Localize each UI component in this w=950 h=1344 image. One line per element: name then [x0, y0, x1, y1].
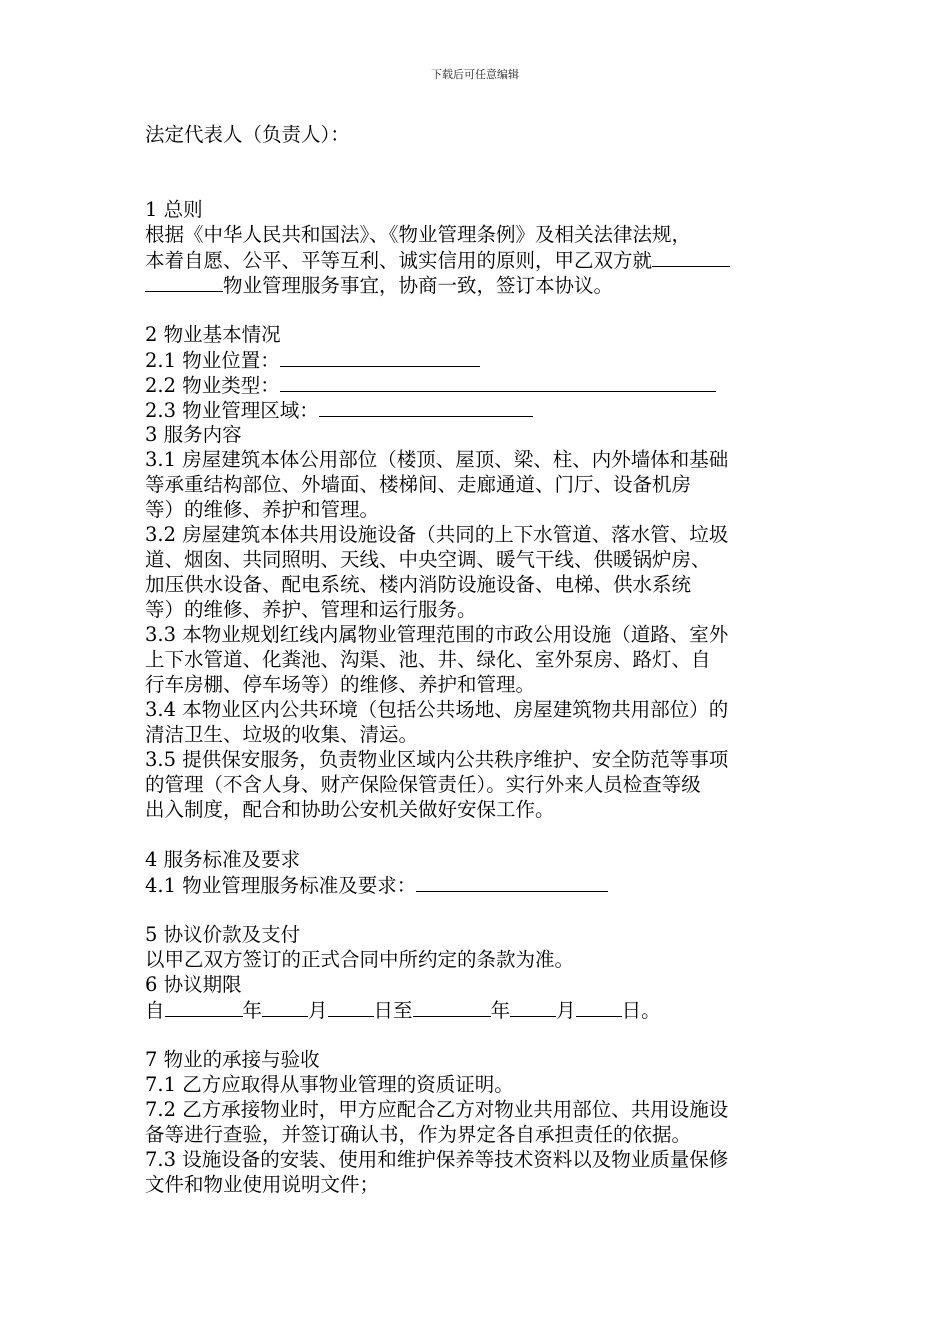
- clause-3-2-line: 3.2 房屋建筑本体共用设施设备（共同的上下水管道、落水管、垃圾: [145, 523, 729, 546]
- property-location-line: [145, 347, 815, 372]
- date-text: 日至: [373, 999, 413, 1022]
- field-label: 2.2 物业类型：: [145, 374, 280, 397]
- fill-blank: [319, 397, 533, 417]
- paragraph-text: 物业管理服务事宜，协商一致，签订本协议。: [223, 274, 614, 297]
- fill-blank: [652, 247, 730, 267]
- fill-blank: [416, 872, 608, 892]
- fill-blank: [413, 997, 491, 1017]
- paragraph-text: 本着自愿、公平、平等互利、诚实信用的原则，甲乙双方就: [145, 249, 653, 272]
- clause-3-2-line: 加压供水设备、配电系统、楼内消防设施设备、电梯、供水系统: [145, 573, 692, 596]
- fill-blank: [510, 997, 556, 1017]
- service-standard-line: [145, 872, 815, 897]
- fill-blank: [280, 347, 480, 367]
- section-3-title: 3 服务内容: [145, 423, 242, 446]
- date-text: 年: [490, 999, 511, 1022]
- clause-3-5-line: 的管理（不含人身、财产保险保管责任）。实行外来人员检查等级: [145, 773, 701, 796]
- date-text: 年: [242, 999, 263, 1022]
- field-label: 2.1 物业位置：: [145, 349, 280, 372]
- clause-7-3-line: 7.3 设施设备的安装、使用和维护保养等技术资料以及物业质量保修: [145, 1148, 729, 1171]
- property-type-line: [145, 372, 815, 397]
- field-label: 4.1 物业管理服务标准及要求：: [145, 874, 417, 897]
- section-1-title: 1 总则: [145, 198, 203, 221]
- section-1-para-line: [145, 272, 815, 297]
- clause-7-2-line: 备等进行查验，并签订确认书，作为界定各自承担责任的依据。: [145, 1123, 692, 1146]
- clause-7-1-line: 7.1 乙方应取得从事物业管理的资质证明。: [145, 1073, 514, 1096]
- section-1-para-line: 根据《中华人民共和国法》、《物业管理条例》及相关法律法规，: [145, 223, 692, 246]
- clause-3-2-line: 道、烟囱、共同照明、天线、中央空调、暖气干线、供暖锅炉房、: [145, 548, 711, 571]
- clause-3-2-line: 等）的维修、养护、管理和运行服务。: [145, 598, 477, 621]
- fill-blank: [280, 372, 716, 392]
- clause-3-3-line: 上下水管道、化粪池、沟渠、池、井、绿化、室外泵房、路灯、自: [145, 648, 711, 671]
- section-2-title: 2 物业基本情况: [145, 323, 281, 346]
- page-header-note: 下载后可任意编辑: [431, 68, 519, 81]
- fill-blank: [576, 997, 622, 1017]
- section-7-title: 7 物业的承接与验收: [145, 1048, 320, 1071]
- clause-3-5-line: 出入制度，配合和协助公安机关做好安保工作。: [145, 798, 555, 821]
- clause-3-3-line: 3.3 本物业规划红线内属物业管理范围的市政公用设施（道路、室外: [145, 623, 729, 646]
- clause-3-4-line: 清洁卫生、垃圾的收集、清运。: [145, 723, 419, 746]
- date-text: 自: [145, 999, 165, 1022]
- clause-3-4-line: 3.4 本物业区内公共环境（包括公共场地、房屋建筑物共用部位）的: [145, 698, 729, 721]
- payment-clause-line: 以甲乙双方签订的正式合同中所约定的条款为准。: [145, 948, 575, 971]
- clause-7-2-line: 7.2 乙方承接物业时，甲方应配合乙方对物业共用部位、共用设施设: [145, 1098, 729, 1121]
- section-1-para-line: [145, 247, 815, 272]
- date-text: 月: [308, 999, 328, 1022]
- clause-3-3-line: 行车房棚、停车场等）的维修、养护和管理。: [145, 673, 536, 696]
- section-6-title: 6 协议期限: [145, 973, 242, 996]
- clause-3-1-line: 等）的维修、养护和管理。: [145, 498, 380, 521]
- term-date-line: [145, 997, 815, 1022]
- section-4-title: 4 服务标准及要求: [145, 848, 301, 871]
- management-area-line: [145, 397, 815, 422]
- fill-blank: [328, 997, 374, 1017]
- field-label: 2.3 物业管理区域：: [145, 399, 319, 422]
- clause-7-3-line: 文件和物业使用说明文件；: [145, 1173, 380, 1196]
- fill-blank: [262, 997, 308, 1017]
- date-text: 月: [556, 999, 576, 1022]
- fill-blank: [145, 272, 223, 292]
- fill-blank: [165, 997, 243, 1017]
- date-text: 日。: [621, 999, 661, 1022]
- clause-3-5-line: 3.5 提供保安服务，负责物业区域内公共秩序维护、安全防范等事项: [145, 748, 729, 771]
- clause-3-1-line: 3.1 房屋建筑本体公用部位（楼顶、屋顶、梁、柱、内外墙体和基础: [145, 448, 729, 471]
- document-body: [145, 122, 815, 1197]
- clause-3-1-line: 等承重结构部位、外墙面、楼梯间、走廊通道、门厅、设备机房: [145, 473, 692, 496]
- section-5-title: 5 协议价款及支付: [145, 923, 301, 946]
- legal-representative-line: 法定代表人（负责人）：: [145, 123, 350, 146]
